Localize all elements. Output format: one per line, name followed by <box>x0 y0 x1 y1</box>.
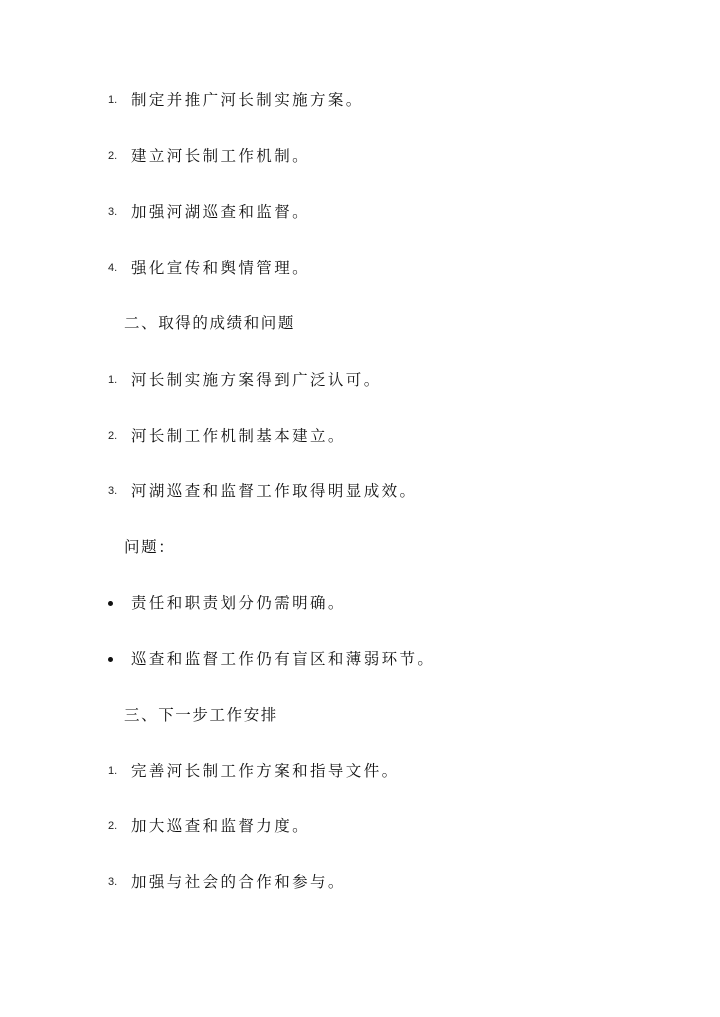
list-item-text: 完善河长制工作方案和指导文件。 <box>131 762 400 780</box>
section-heading-text: 二、取得的成绩和问题 <box>124 314 296 332</box>
list-number: 3. <box>108 485 118 497</box>
list-number: 3. <box>108 206 118 218</box>
bullet-item-text: 巡查和监督工作仍有盲区和薄弱环节。 <box>131 650 436 668</box>
section-heading-text: 三、下一步工作安排 <box>124 706 278 724</box>
list-item-text: 建立河长制工作机制。 <box>131 147 311 165</box>
list-item-text: 加大巡查和监督力度。 <box>131 817 311 835</box>
list-item-text: 河长制工作机制基本建立。 <box>131 427 346 445</box>
problems-label-text: 问题： <box>124 538 176 556</box>
bullet-dot-icon <box>108 657 113 662</box>
list-number: 1. <box>108 765 118 777</box>
list-item-text: 加强与社会的合作和参与。 <box>131 873 346 891</box>
bullet-dot-icon <box>108 601 113 606</box>
list-item-text: 强化宣传和舆情管理。 <box>131 259 311 277</box>
bullet-item-text: 责任和职责划分仍需明确。 <box>131 594 346 612</box>
list-item-text: 河长制实施方案得到广泛认可。 <box>131 371 382 389</box>
list-item-text: 制定并推广河长制实施方案。 <box>131 91 364 109</box>
list-item-text: 河湖巡查和监督工作取得明显成效。 <box>131 482 418 500</box>
list-item-text: 加强河湖巡查和监督。 <box>131 203 311 221</box>
list-number: 2. <box>108 430 118 442</box>
list-number: 1. <box>108 94 118 106</box>
list-number: 2. <box>108 820 118 832</box>
list-number: 3. <box>108 876 118 888</box>
list-number: 4. <box>108 262 118 274</box>
list-number: 1. <box>108 374 118 386</box>
list-number: 2. <box>108 150 118 162</box>
